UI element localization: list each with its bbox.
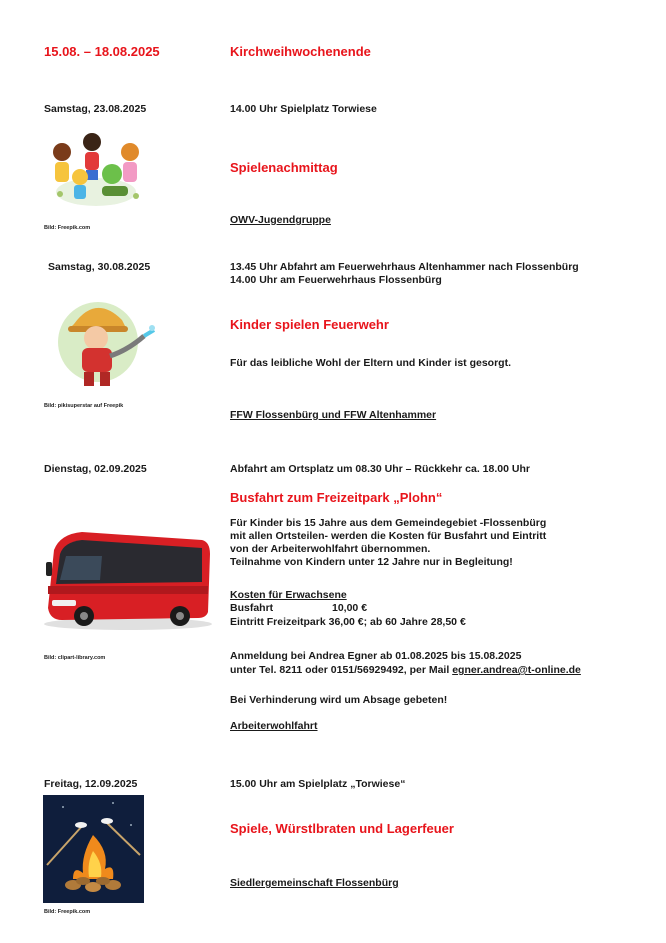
event-time: 15.00 Uhr am Spielplatz „Torwiese“ [230,778,406,790]
event-date: Samstag, 30.08.2025 [48,261,151,273]
event-organizer: Siedlergemeinschaft Flossenbürg [230,877,399,889]
event-note: Für das leibliche Wohl der Eltern und Kinder ist gesorgt. [230,357,512,369]
event-time: 14.00 Uhr Spielplatz Torwiese [230,103,377,115]
event-date: Samstag, 23.08.2025 [44,103,147,115]
child-firefighter-icon [56,290,160,394]
event-title: Spiele, Würstlbraten und Lagerfeuer [230,821,454,836]
cancel-note: Bei Verhinderung wird um Absage gebeten! [230,694,448,706]
cost-label: Busfahrt [230,602,274,614]
event-title: Spielenachmittag [230,160,338,175]
event-time-line2: 14.00 Uhr am Feuerwehrhaus Flossenbürg [230,274,442,286]
event-title: Busfahrt zum Freizeitpark „Plohn“ [230,490,443,505]
contact-text: unter Tel. 8211 oder 0151/56929492, per Mail [230,664,453,676]
image-credit: Bild: pikisuperstar auf Freepik [44,403,124,409]
event-title: Kirchweihwochenende [230,44,371,59]
red-bus-icon [42,520,214,632]
image-credit: Bild: Freepik.com [44,909,91,915]
event-desc: Für Kinder bis 15 Jahre aus dem Gemeindegebiet -Flossenbürg [230,517,547,529]
event-desc: von der Arbeiterwohlfahrt übernommen. [230,543,431,555]
event-desc: Teilnahme von Kindern unter 12 Jahre nur in Begleitung! [230,556,513,568]
event-date: Dienstag, 02.09.2025 [44,463,147,475]
event-desc: mit allen Ortsteilen- werden die Kosten für Busfahrt und Eintritt [230,530,547,542]
campfire-icon [43,795,144,903]
event-date: Freitag, 12.09.2025 [44,778,138,790]
event-time: Abfahrt am Ortsplatz um 08.30 Uhr – Rückkehr ca. 18.00 Uhr [230,463,530,475]
image-credit: Bild: Freepik.com [44,225,91,231]
children-playing-icon [40,122,152,214]
event-organizer: FFW Flossenbürg und FFW Altenhammer [230,409,437,421]
cost-value: 10,00 € [332,602,368,614]
costs-heading: Kosten für Erwachsene [230,589,347,601]
event-title: Kinder spielen Feuerwehr [230,317,389,332]
registration-line: Anmeldung bei Andrea Egner ab 01.08.2025 bis 15.08.2025 [230,650,522,662]
registration-contact [230,664,581,677]
event-time-line1: 13.45 Uhr Abfahrt am Feuerwehrhaus Altenhammer nach Flossenbürg [230,261,579,273]
event-organizer: OWV-Jugendgruppe [230,214,331,226]
email-link[interactable]: egner.andrea@t-online.de [452,664,581,676]
event-date: 15.08. – 18.08.2025 [44,44,160,59]
image-credit: Bild: clipart-library.com [44,655,106,661]
cost-line: Eintritt Freizeitpark 36,00 €; ab 60 Jahre 28,50 € [230,616,466,628]
event-organizer: Arbeiterwohlfahrt [230,720,318,732]
